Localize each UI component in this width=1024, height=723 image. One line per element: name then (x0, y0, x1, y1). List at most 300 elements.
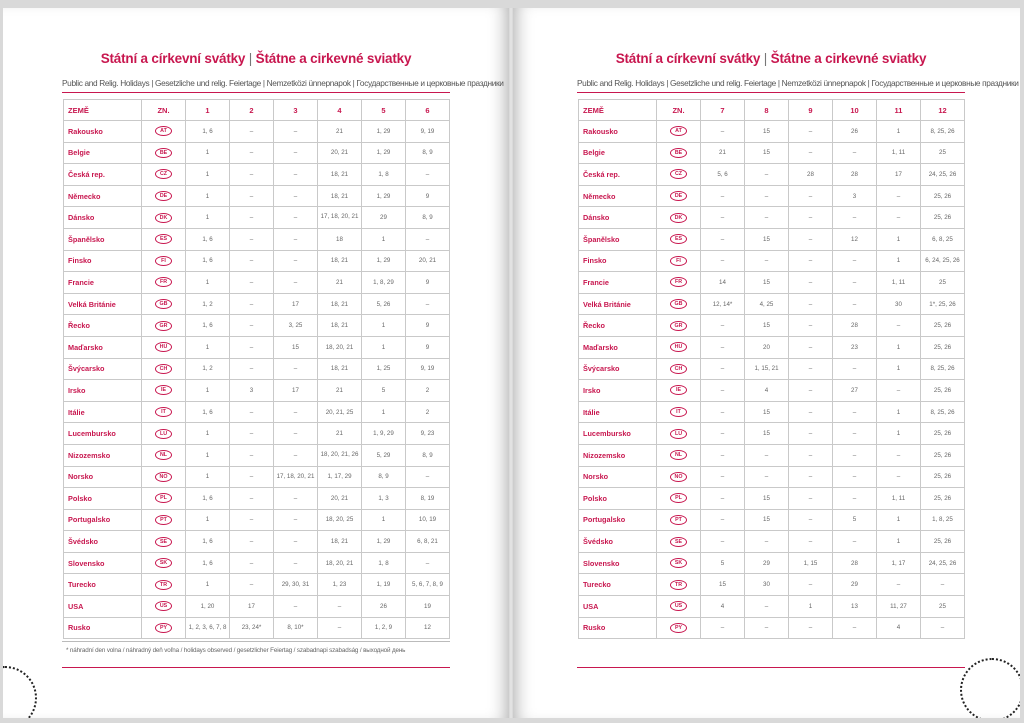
holiday-dates-cell: – (230, 531, 274, 553)
holiday-dates-cell: – (789, 423, 833, 445)
holiday-dates-cell: – (274, 358, 318, 380)
holiday-dates-cell: – (274, 444, 318, 466)
country-code-cell (657, 142, 701, 164)
country-code-cell (142, 142, 186, 164)
holiday-dates-cell: – (789, 250, 833, 272)
holiday-dates-cell: – (745, 596, 789, 618)
table-row (579, 315, 965, 337)
country-code-badge: ES (155, 234, 172, 244)
holiday-dates-cell: 1 (186, 185, 230, 207)
holiday-dates-cell: – (701, 531, 745, 553)
holiday-dates-cell: – (745, 164, 789, 186)
holiday-dates-cell: – (921, 574, 965, 596)
country-code-badge: SE (670, 537, 687, 547)
holiday-dates-cell: 20, 21, 25 (318, 401, 362, 423)
holiday-dates-cell: 1, 19 (362, 574, 406, 596)
country-code-badge: AT (670, 126, 687, 136)
country-code-badge: GR (155, 321, 172, 331)
holiday-dates-cell: – (274, 596, 318, 618)
holiday-dates-cell: – (833, 142, 877, 164)
holiday-dates-cell: – (406, 552, 450, 574)
holiday-dates-cell: – (318, 617, 362, 639)
holiday-dates-cell: – (745, 250, 789, 272)
holiday-dates-cell: 28 (833, 164, 877, 186)
holiday-dates-cell: 6, 8, 21 (406, 531, 450, 553)
table-row (579, 574, 965, 596)
holiday-dates-cell: – (833, 250, 877, 272)
holiday-dates-cell: 1, 29 (362, 250, 406, 272)
country-code-cell (142, 380, 186, 402)
page-title (62, 51, 450, 66)
holiday-dates-cell: 5 (833, 509, 877, 531)
country-code-cell (142, 250, 186, 272)
holiday-dates-cell: – (230, 228, 274, 250)
holiday-dates-cell: 18, 21 (318, 185, 362, 207)
holiday-dates-cell: 1, 29 (362, 142, 406, 164)
holiday-dates-cell: – (406, 164, 450, 186)
country-name: Francie (579, 272, 657, 294)
holiday-dates-cell: 1 (877, 509, 921, 531)
country-code-badge: TR (155, 580, 172, 590)
holiday-dates-cell: – (274, 142, 318, 164)
holiday-dates-cell: 4 (877, 617, 921, 639)
country-name: Nizozemsko (64, 444, 142, 466)
country-code-cell (657, 401, 701, 423)
country-code-cell (657, 358, 701, 380)
table-row (579, 466, 965, 488)
country-name: Rakousko (64, 121, 142, 143)
header-month: 5 (362, 100, 406, 121)
table-row (64, 596, 450, 618)
country-code-cell (142, 552, 186, 574)
holiday-dates-cell: 24, 25, 26 (921, 552, 965, 574)
holiday-dates-cell: 28 (833, 552, 877, 574)
table-row (64, 185, 450, 207)
holiday-dates-cell: 28 (789, 164, 833, 186)
holiday-dates-cell: – (701, 617, 745, 639)
holiday-dates-cell: – (877, 185, 921, 207)
country-code-cell (142, 121, 186, 143)
holiday-dates-cell: 1 (186, 336, 230, 358)
holiday-dates-cell: 11, 27 (877, 596, 921, 618)
country-code-badge: NO (155, 472, 172, 482)
punch-dots (960, 658, 1020, 718)
holiday-dates-cell: 28 (833, 315, 877, 337)
title-rule (62, 92, 450, 93)
country-code-cell (142, 617, 186, 639)
holiday-dates-cell: – (789, 293, 833, 315)
holiday-dates-cell: – (701, 401, 745, 423)
holiday-dates-cell: 1, 2, 3, 6, 7, 8 (186, 617, 230, 639)
holiday-dates-cell: 1 (186, 380, 230, 402)
table-row (579, 336, 965, 358)
header-code: ZN. (657, 100, 701, 121)
holiday-dates-cell: 30 (877, 293, 921, 315)
holiday-dates-cell: – (701, 121, 745, 143)
table-header (64, 100, 450, 121)
country-code-cell (657, 466, 701, 488)
holiday-dates-cell: – (701, 228, 745, 250)
holiday-dates-cell: – (745, 617, 789, 639)
holiday-dates-cell: 3 (230, 380, 274, 402)
holiday-dates-cell: 4 (745, 380, 789, 402)
country-name: Norsko (64, 466, 142, 488)
holiday-dates-cell: – (274, 185, 318, 207)
holiday-dates-cell: – (230, 574, 274, 596)
country-name: Belgie (64, 142, 142, 164)
holiday-dates-cell: 1 (877, 531, 921, 553)
country-code-badge: FI (155, 256, 172, 266)
country-name: Turecko (579, 574, 657, 596)
holiday-dates-cell: 15 (745, 121, 789, 143)
holiday-dates-cell: – (745, 185, 789, 207)
holiday-dates-cell: – (789, 401, 833, 423)
holiday-dates-cell: 1, 6 (186, 531, 230, 553)
holiday-dates-cell: 1 (877, 401, 921, 423)
holiday-dates-cell: – (789, 444, 833, 466)
holiday-dates-cell: 17, 18, 20, 21 (274, 466, 318, 488)
holiday-dates-cell: 4 (701, 596, 745, 618)
country-name: Polsko (64, 488, 142, 510)
table-row (64, 423, 450, 445)
table-row (579, 488, 965, 510)
holiday-dates-cell: 12, 14* (701, 293, 745, 315)
table-row (579, 250, 965, 272)
holiday-dates-cell: 14 (701, 272, 745, 294)
title-slovak: Štátne a cirkevné sviatky (255, 51, 412, 66)
country-code-badge: SE (155, 537, 172, 547)
holiday-dates-cell: – (833, 444, 877, 466)
holiday-dates-cell: 12 (406, 617, 450, 639)
holiday-dates-cell: – (701, 315, 745, 337)
holiday-dates-cell: 19 (406, 596, 450, 618)
holiday-dates-cell: – (701, 336, 745, 358)
country-code-cell (142, 596, 186, 618)
country-name: Německo (64, 185, 142, 207)
page-subtitle: Public and Relig. Holidays | Gesetzliche und relig. Feiertage | Nemzetközi ünnepnapok | Государственные и церковные праздники (62, 78, 504, 88)
holiday-dates-cell: – (274, 488, 318, 510)
country-code-cell (657, 574, 701, 596)
holiday-dates-cell: 29 (362, 207, 406, 229)
country-code-badge: GR (670, 321, 687, 331)
holiday-dates-cell: 8, 25, 26 (921, 401, 965, 423)
holiday-dates-cell: – (230, 509, 274, 531)
country-code-badge: DK (670, 213, 687, 223)
holiday-dates-cell: 23, 24* (230, 617, 274, 639)
country-name: Španělsko (64, 228, 142, 250)
table-row (579, 509, 965, 531)
holiday-dates-cell: 13 (833, 596, 877, 618)
country-name: Norsko (579, 466, 657, 488)
holiday-dates-cell: 23 (833, 336, 877, 358)
header-month: 7 (701, 100, 745, 121)
country-code-badge: PL (155, 493, 172, 503)
holiday-dates-cell: 20, 21 (406, 250, 450, 272)
holiday-dates-cell: 15 (745, 423, 789, 445)
country-name: USA (579, 596, 657, 618)
header-country: ZEMĚ (64, 100, 142, 121)
holiday-dates-cell: – (833, 423, 877, 445)
header-month: 4 (318, 100, 362, 121)
country-code-badge: NL (670, 450, 687, 460)
country-name: Irsko (579, 380, 657, 402)
country-code-cell (142, 207, 186, 229)
title-czech: Státní a církevní svátky (100, 51, 246, 66)
country-code-cell (657, 228, 701, 250)
country-code-badge: DK (155, 213, 172, 223)
title-separator: | (763, 51, 768, 66)
holiday-dates-cell: 26 (362, 596, 406, 618)
holiday-dates-cell: 1 (362, 315, 406, 337)
country-name: Dánsko (579, 207, 657, 229)
country-code-cell (657, 185, 701, 207)
country-code-cell (142, 488, 186, 510)
holiday-dates-cell: – (701, 358, 745, 380)
holiday-dates-cell: – (789, 488, 833, 510)
holiday-dates-cell: 18 (318, 228, 362, 250)
holiday-dates-cell: 25, 26 (921, 423, 965, 445)
holiday-dates-cell: 1 (186, 466, 230, 488)
holiday-dates-cell: – (230, 336, 274, 358)
holiday-dates-cell: 25, 26 (921, 185, 965, 207)
country-code-badge: LU (155, 429, 172, 439)
holiday-dates-cell: 1 (877, 121, 921, 143)
holiday-dates-cell: – (789, 509, 833, 531)
holiday-dates-cell: – (701, 509, 745, 531)
header-code: ZN. (142, 100, 186, 121)
holiday-dates-cell: – (230, 423, 274, 445)
holiday-dates-cell: 20, 21 (318, 142, 362, 164)
country-code-cell (142, 423, 186, 445)
country-name: Maďarsko (579, 336, 657, 358)
holiday-dates-cell: – (789, 336, 833, 358)
country-code-badge: SK (155, 558, 172, 568)
page-title (577, 51, 965, 66)
holiday-dates-cell: 25, 26 (921, 466, 965, 488)
holiday-dates-cell: 5, 6, 7, 8, 9 (406, 574, 450, 596)
holiday-dates-cell: 1, 6 (186, 401, 230, 423)
country-code-badge: GB (670, 299, 687, 309)
table-row (64, 336, 450, 358)
holiday-dates-cell: 8, 9 (406, 444, 450, 466)
country-code-badge: BE (670, 148, 687, 158)
holiday-dates-cell: 1, 2, 9 (362, 617, 406, 639)
holiday-dates-cell: – (230, 142, 274, 164)
holiday-dates-cell: 26 (833, 121, 877, 143)
holiday-dates-cell: – (230, 358, 274, 380)
holiday-dates-cell: 10, 19 (406, 509, 450, 531)
holiday-dates-cell: 1 (186, 423, 230, 445)
header-country: ZEMĚ (579, 100, 657, 121)
country-name: Slovensko (579, 552, 657, 574)
table-row (64, 401, 450, 423)
holiday-dates-cell: 5 (362, 380, 406, 402)
holiday-dates-cell: – (274, 509, 318, 531)
country-code-cell (657, 488, 701, 510)
table-row (579, 596, 965, 618)
holiday-dates-cell: 15 (274, 336, 318, 358)
holiday-dates-cell: 12 (833, 228, 877, 250)
table-row (64, 142, 450, 164)
holiday-dates-cell: – (701, 185, 745, 207)
holiday-dates-cell: – (406, 228, 450, 250)
country-code-cell (142, 293, 186, 315)
country-name: Itálie (579, 401, 657, 423)
holiday-dates-cell: – (230, 552, 274, 574)
country-code-cell (142, 531, 186, 553)
header-month: 3 (274, 100, 318, 121)
holiday-dates-cell: 9, 19 (406, 358, 450, 380)
holiday-dates-cell: – (789, 358, 833, 380)
holiday-dates-cell: 5, 26 (362, 293, 406, 315)
table-row (579, 207, 965, 229)
holiday-dates-cell: 8, 9 (406, 142, 450, 164)
holiday-dates-cell: 1, 17, 29 (318, 466, 362, 488)
holiday-dates-cell: 1, 8 (362, 552, 406, 574)
country-name: Francie (64, 272, 142, 294)
country-code-badge: GB (155, 299, 172, 309)
table-row (579, 617, 965, 639)
country-name: Řecko (64, 315, 142, 337)
table-row (64, 617, 450, 639)
holiday-dates-cell: – (789, 574, 833, 596)
holiday-dates-cell: – (789, 272, 833, 294)
country-code-cell (657, 596, 701, 618)
country-code-badge: PY (155, 623, 172, 633)
holiday-dates-cell: 8, 25, 26 (921, 358, 965, 380)
country-code-badge: PT (670, 515, 687, 525)
holiday-dates-cell: – (789, 531, 833, 553)
holiday-dates-cell: – (833, 272, 877, 294)
country-code-badge: SK (670, 558, 687, 568)
table-row (579, 380, 965, 402)
header-month: 11 (877, 100, 921, 121)
holiday-dates-cell: 18, 20, 21 (318, 552, 362, 574)
holiday-dates-cell: 1 (789, 596, 833, 618)
holiday-dates-cell: – (789, 617, 833, 639)
holiday-dates-cell: 15 (701, 574, 745, 596)
holiday-table (63, 99, 450, 639)
country-name: Finsko (64, 250, 142, 272)
holiday-dates-cell: 1 (362, 401, 406, 423)
table-row (64, 531, 450, 553)
holiday-dates-cell: 9, 23 (406, 423, 450, 445)
holiday-dates-cell: 9 (406, 315, 450, 337)
table-row (64, 574, 450, 596)
country-code-badge: IE (670, 385, 687, 395)
holiday-dates-cell: – (877, 315, 921, 337)
holiday-dates-cell: – (230, 401, 274, 423)
holiday-dates-cell: 1 (186, 272, 230, 294)
holiday-dates-cell: – (833, 466, 877, 488)
holiday-dates-cell: 1, 8, 25 (921, 509, 965, 531)
holiday-dates-cell: – (406, 293, 450, 315)
holiday-dates-cell: 3 (833, 185, 877, 207)
country-name: Polsko (579, 488, 657, 510)
country-code-badge: ES (670, 234, 687, 244)
holiday-dates-cell: 1, 8, 29 (362, 272, 406, 294)
holiday-dates-cell: – (877, 380, 921, 402)
holiday-dates-cell: 25 (921, 272, 965, 294)
header-month: 8 (745, 100, 789, 121)
holiday-dates-cell: 1, 29 (362, 121, 406, 143)
country-code-cell (657, 336, 701, 358)
holiday-dates-cell: – (230, 250, 274, 272)
country-code-cell (657, 272, 701, 294)
country-code-cell (142, 185, 186, 207)
country-name: Německo (579, 185, 657, 207)
holiday-dates-cell: 9 (406, 336, 450, 358)
holiday-table (578, 99, 965, 639)
table-row (64, 164, 450, 186)
holiday-dates-cell: 25, 26 (921, 315, 965, 337)
table-row (64, 552, 450, 574)
holiday-dates-cell: 1, 6 (186, 488, 230, 510)
table-header (579, 100, 965, 121)
holiday-dates-cell: – (318, 596, 362, 618)
table-body (579, 121, 965, 639)
country-code-cell (657, 380, 701, 402)
holiday-dates-cell: 9 (406, 185, 450, 207)
holiday-dates-cell: 1, 17 (877, 552, 921, 574)
country-code-badge: IT (670, 407, 687, 417)
table-row (579, 228, 965, 250)
holiday-dates-cell: – (789, 466, 833, 488)
holiday-dates-cell: 29 (745, 552, 789, 574)
country-code-cell (142, 444, 186, 466)
holiday-dates-cell: – (274, 272, 318, 294)
holiday-dates-cell: – (406, 466, 450, 488)
table-row (579, 185, 965, 207)
footnote-rule (62, 641, 450, 642)
country-code-cell (657, 250, 701, 272)
holiday-dates-cell: 1, 2 (186, 293, 230, 315)
holiday-dates-cell: 25, 26 (921, 336, 965, 358)
holiday-dates-cell: – (230, 121, 274, 143)
holiday-dates-cell: 1 (877, 250, 921, 272)
left-page (3, 8, 509, 718)
bottom-rule (62, 667, 450, 668)
holiday-dates-cell: 15 (745, 488, 789, 510)
holiday-dates-cell: – (701, 444, 745, 466)
country-name: Itálie (64, 401, 142, 423)
country-code-badge: TR (670, 580, 687, 590)
country-name: Finsko (579, 250, 657, 272)
country-code-cell (142, 466, 186, 488)
table-row (579, 401, 965, 423)
holiday-dates-cell: 1, 15, 21 (745, 358, 789, 380)
holiday-dates-cell: – (274, 401, 318, 423)
holiday-dates-cell: – (833, 531, 877, 553)
header-month: 2 (230, 100, 274, 121)
holiday-dates-cell: 1 (186, 509, 230, 531)
holiday-dates-cell: – (789, 121, 833, 143)
holiday-dates-cell: 1 (877, 358, 921, 380)
holiday-dates-cell: 1, 9, 29 (362, 423, 406, 445)
country-code-cell (657, 552, 701, 574)
country-name: Rusko (579, 617, 657, 639)
country-code-cell (142, 336, 186, 358)
table-row (64, 250, 450, 272)
holiday-dates-cell: 24, 25, 26 (921, 164, 965, 186)
holiday-dates-cell: – (701, 250, 745, 272)
country-code-badge: FR (670, 277, 687, 287)
holiday-dates-cell: 6, 8, 25 (921, 228, 965, 250)
holiday-dates-cell: – (833, 293, 877, 315)
country-name: Velká Británie (579, 293, 657, 315)
holiday-dates-cell: 1, 11 (877, 488, 921, 510)
country-code-badge: US (155, 601, 172, 611)
